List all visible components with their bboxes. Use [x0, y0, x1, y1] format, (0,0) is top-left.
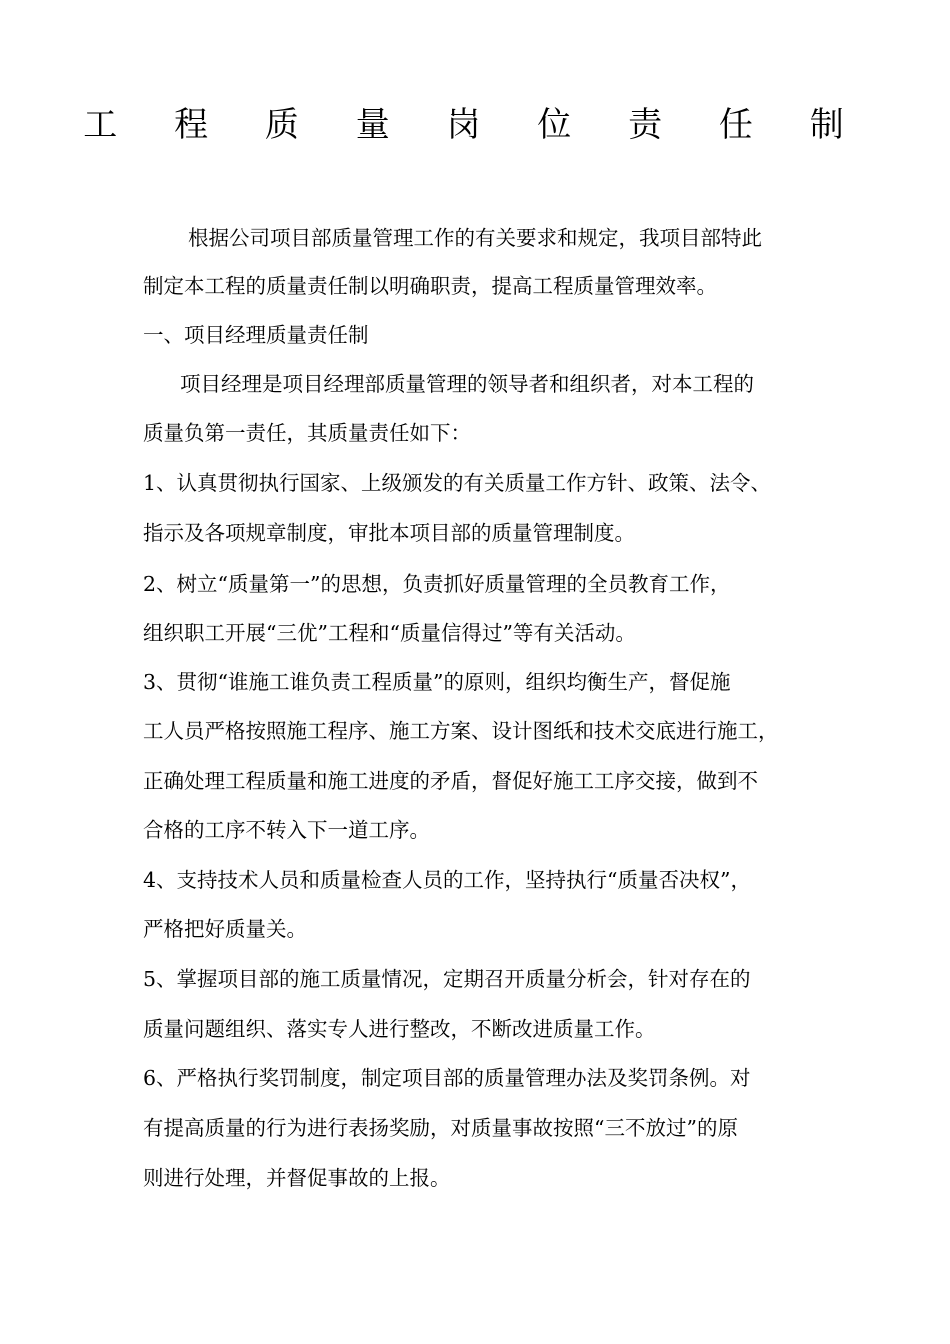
paragraph-line: 根据公司项目部质量管理工作的有关要求和规定，我项目部特此 — [188, 226, 762, 250]
list-item-line: 则进行处理，并督促事故的上报。 — [143, 1166, 451, 1190]
list-item-line: 组织职工开展“三优”工程和“质量信得过”等有关活动。 — [143, 621, 636, 645]
list-item-line: 6、严格执行奖罚制度，制定项目部的质量管理办法及奖罚条例。对 — [143, 1066, 751, 1090]
list-item-line: 3、贯彻“谁施工谁负责工程质量”的原则，组织均衡生产，督促施 — [143, 670, 731, 694]
list-item-line: 2、树立“质量第一”的思想，负责抓好质量管理的全员教育工作， — [143, 572, 731, 596]
list-item-line: 指示及各项规章制度，审批本项目部的质量管理制度。 — [143, 521, 635, 545]
list-item-line: 有提高质量的行为进行表扬奖励，对质量事故按照“三不放过”的原 — [143, 1116, 738, 1140]
list-item-line: 严格把好质量关。 — [143, 917, 307, 941]
list-item-line: 5、掌握项目部的施工质量情况，定期召开质量分析会，针对存在的 — [143, 967, 751, 991]
list-item-line: 合格的工序不转入下一道工序。 — [143, 818, 430, 842]
paragraph-line: 项目经理是项目经理部质量管理的领导者和组织者，对本工程的 — [180, 372, 754, 396]
paragraph-line: 质量负第一责任，其质量责任如下： — [143, 421, 471, 445]
list-item-line: 4、支持技术人员和质量检查人员的工作，坚持执行“质量否决权”， — [143, 868, 752, 892]
list-item-line: 1、认真贯彻执行国家、上级颁发的有关质量工作方针、政策、法令、 — [143, 471, 772, 495]
section-heading: 一、项目经理质量责任制 — [143, 323, 369, 347]
list-item-line: 质量问题组织、落实专人进行整改，不断改进质量工作。 — [143, 1017, 656, 1041]
list-item-line: 工人员严格按照施工程序、施工方案、设计图纸和技术交底进行施工， — [143, 719, 779, 743]
list-item-line: 正确处理工程质量和施工进度的矛盾，督促好施工工序交接，做到不 — [143, 769, 758, 793]
paragraph-line: 制定本工程的质量责任制以明确职责，提高工程质量管理效率。 — [143, 274, 717, 298]
document-title: 工 程 质 量 岗 位 责 任 制 — [83, 105, 867, 145]
